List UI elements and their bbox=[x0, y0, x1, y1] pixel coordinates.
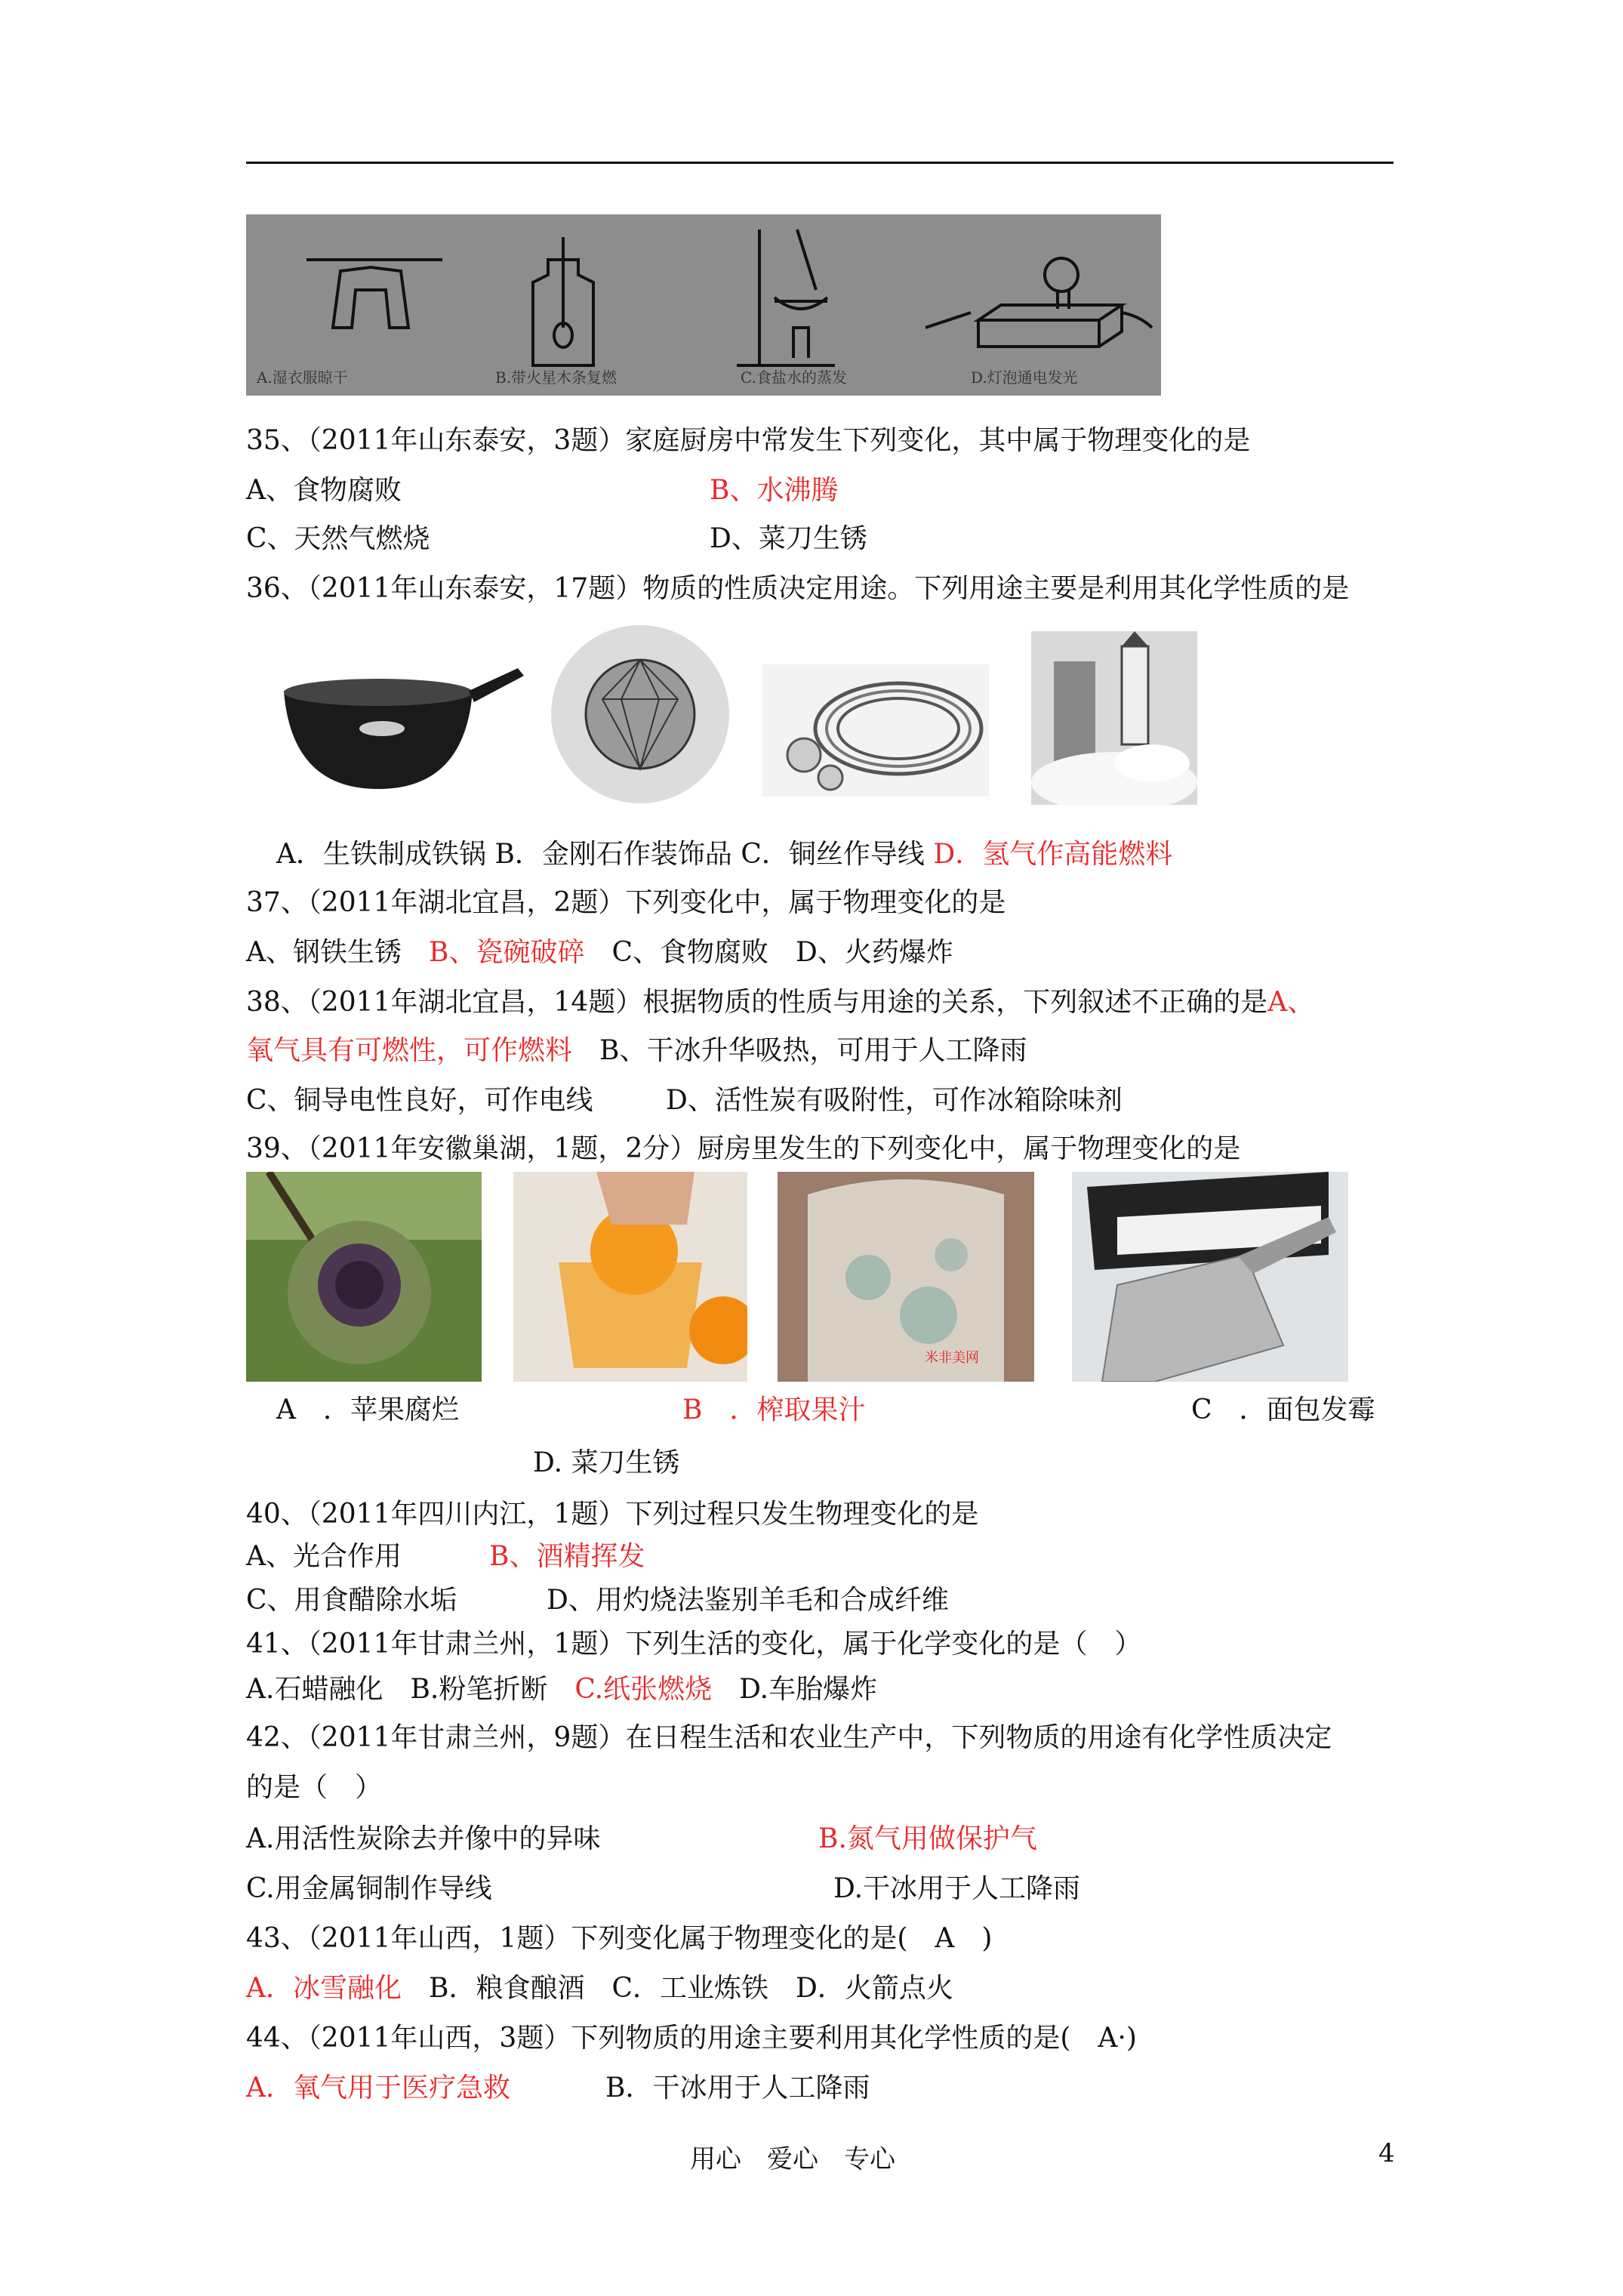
q37-option-b: B、瓷碗破碎 bbox=[429, 937, 585, 968]
q43-option-bcd: B．粮食酿酒 C．工业炼铁 D．火箭点火 bbox=[429, 1973, 953, 2004]
q39-image-moldy-bread bbox=[778, 1172, 1034, 1382]
q35-option-a: A、食物腐败 bbox=[246, 475, 402, 506]
q43-options bbox=[246, 1972, 953, 2005]
q38-options-ab bbox=[246, 1034, 1027, 1068]
figure-caption-b: B.带火星木条复燃 bbox=[495, 368, 617, 387]
q40-option-b: B、酒精挥发 bbox=[489, 1541, 645, 1572]
q42-option-b: B.氮气用做保护气 bbox=[818, 1823, 1037, 1854]
figure-caption-d: D.灯泡通电发光 bbox=[971, 368, 1078, 387]
q42-stem-line2: 的是（ ） bbox=[246, 1772, 383, 1803]
q39-option-b: B ．榨取果汁 bbox=[682, 1395, 866, 1425]
q40-stem: 40、（2011年四川内江，1题）下列过程只发生物理变化的是 bbox=[246, 1499, 979, 1530]
q35-option-b: B、水沸腾 bbox=[710, 475, 839, 506]
q42-option-a: A.用活性炭除去并像中的异味 bbox=[246, 1823, 601, 1854]
q36-image-copper-wire bbox=[762, 664, 989, 797]
page-number: 4 bbox=[1378, 2138, 1395, 2168]
q39-option-c: C ．面包发霉 bbox=[1191, 1395, 1375, 1425]
q44-option-a: A．氧气用于医疗急救 bbox=[246, 2073, 510, 2103]
q39-image-kitchen-knife bbox=[1072, 1172, 1348, 1382]
q39-image-rotten-apple bbox=[246, 1172, 482, 1382]
q41-options bbox=[246, 1673, 877, 1706]
q44-stem: 44、（2011年山西，3题）下列物质的用途主要利用其化学性质的是( A·) bbox=[246, 2023, 1137, 2054]
q40-option-c: C、用食醋除水垢 bbox=[246, 1585, 457, 1616]
q42-option-c: C.用金属铜制作导线 bbox=[246, 1873, 492, 1904]
q39-option-a: A ．苹果腐烂 bbox=[276, 1395, 459, 1425]
q44-option-b: B．干冰用于人工降雨 bbox=[605, 2073, 870, 2103]
q38-option-a: 氧气具有可燃性，可作燃料 bbox=[246, 1035, 573, 1066]
q36-image-diamond bbox=[550, 624, 731, 805]
q38-stem bbox=[246, 986, 1314, 1019]
figure-caption-c: C.食盐水的蒸发 bbox=[741, 368, 847, 387]
q40-option-a: A、光合作用 bbox=[246, 1541, 402, 1572]
q41-stem: 41、（2011年甘肃兰州，1题）下列生活的变化，属于化学变化的是（ ） bbox=[246, 1629, 1142, 1660]
q35-option-d: D、菜刀生锈 bbox=[710, 523, 867, 554]
q39-option-d: D. 菜刀生锈 bbox=[533, 1447, 680, 1478]
q38-answer-prefix: A、 bbox=[1267, 987, 1315, 1018]
q36-option-d: D．氢气作高能燃料 bbox=[933, 839, 1173, 870]
q36-options bbox=[276, 838, 1172, 871]
page-footer: 用心 爱心 专心 bbox=[690, 2144, 895, 2174]
header-rule bbox=[246, 162, 1394, 164]
q42-option-d: D.干冰用于人工降雨 bbox=[833, 1873, 1081, 1904]
figure-physical-changes bbox=[246, 214, 1161, 396]
q36-options-abc: A．生铁制成铁锅 B．金刚石作装饰品 C．铜丝作导线 bbox=[276, 839, 925, 870]
q36-stem: 36、（2011年山东泰安，17题）物质的性质决定用途。下列用途主要是利用其化学性质的是 bbox=[246, 573, 1350, 604]
q35-stem: 35、（2011年山东泰安，3题）家庭厨房中常发生下列变化，其中属于物理变化的是 bbox=[246, 425, 1251, 456]
q38-option-d: D、活性炭有吸附性，可作冰箱除味剂 bbox=[666, 1085, 1123, 1116]
q36-image-wok bbox=[276, 646, 525, 797]
q37-option-cd: C、食物腐败 D、火药爆炸 bbox=[611, 937, 953, 968]
q39-stem: 39、（2011年安徽巢湖，1题，2分）厨房里发生的下列变化中，属于物理变化的是 bbox=[246, 1133, 1241, 1164]
q42-stem-line1: 42、（2011年甘肃兰州，9题）在日程生活和农业生产中，下列物质的用途有化学性质决定 bbox=[246, 1722, 1332, 1753]
q43-stem: 43、（2011年山西，1题）下列变化属于物理变化的是( A ) bbox=[246, 1923, 993, 1954]
figure-caption-a: A.湿衣服晾干 bbox=[257, 368, 348, 387]
q38-stem-text: 38、（2011年湖北宜昌，14题）根据物质的性质与用途的关系，下列叙述不正确的是 bbox=[246, 987, 1268, 1018]
q36-image-rocket bbox=[1031, 631, 1197, 805]
q39-image-juicer bbox=[513, 1172, 747, 1382]
q43-option-a: A．冰雪融化 bbox=[246, 1973, 402, 2004]
q41-option-c: C.纸张燃烧 bbox=[574, 1674, 713, 1705]
q39-image-watermark: 米非美网 bbox=[925, 1350, 979, 1366]
q37-options bbox=[246, 936, 953, 969]
q38-option-b: B、干冰升华吸热，可用于人工降雨 bbox=[599, 1035, 1027, 1066]
q41-option-d: D.车胎爆炸 bbox=[739, 1674, 878, 1705]
q40-option-d: D、用灼烧法鉴别羊毛和合成纤维 bbox=[547, 1585, 949, 1616]
q38-option-c: C、铜导电性良好，可作电线 bbox=[246, 1085, 593, 1116]
q37-stem: 37、（2011年湖北宜昌，2题）下列变化中，属于物理变化的是 bbox=[246, 887, 1006, 918]
q35-option-c: C、天然气燃烧 bbox=[246, 523, 430, 554]
q41-option-ab: A.石蜡融化 B.粉笔折断 bbox=[246, 1674, 548, 1705]
q37-option-a: A、钢铁生锈 bbox=[246, 937, 402, 968]
